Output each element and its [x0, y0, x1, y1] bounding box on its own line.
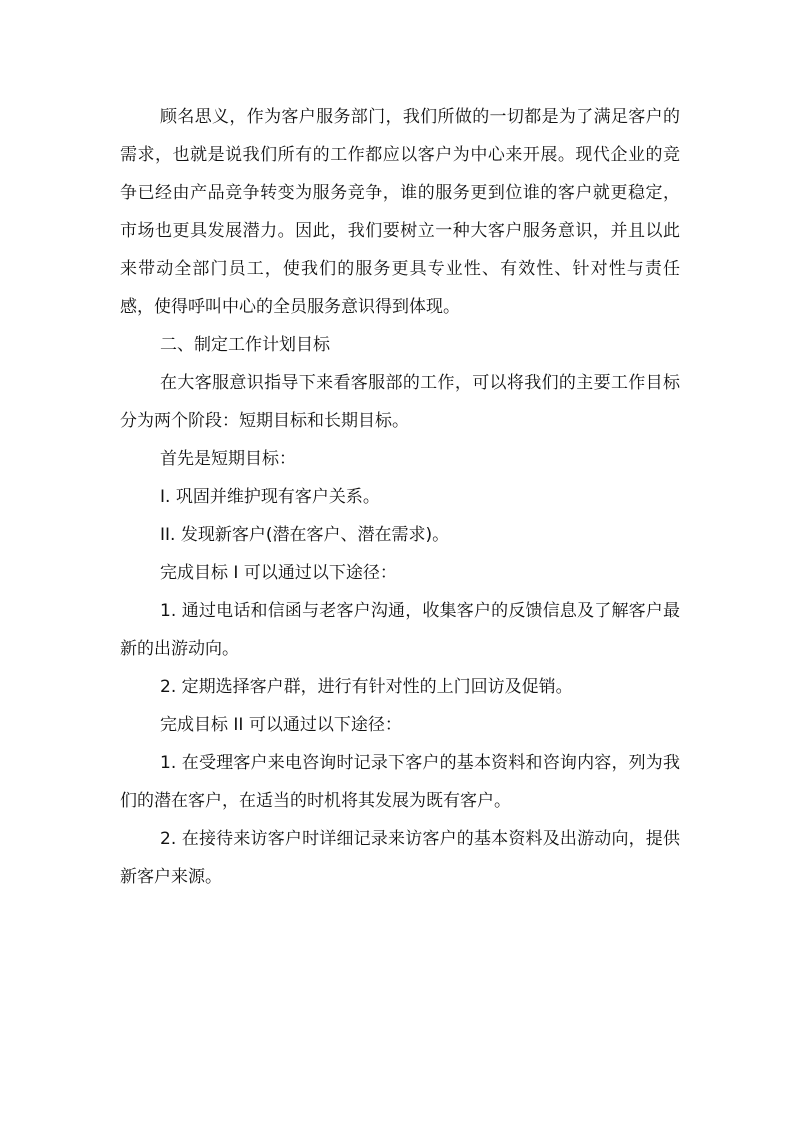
goals-paragraph: 在大客服意识指导下来看客服部的工作，可以将我们的主要工作目标分为两个阶段：短期目标和长期目标。: [120, 373, 680, 431]
goal-item: I. 巩固并维护现有客户关系。: [160, 487, 380, 507]
document-body: [120, 98, 680, 896]
method-item: 1. 通过电话和信函与老客户沟通，收集客户的反馈信息及了解客户最新的出游动向。: [120, 601, 680, 659]
method-label: 完成目标 II 可以通过以下途径：: [160, 715, 402, 735]
goal-item: II. 发现新客户(潜在客户、潜在需求)。: [160, 525, 450, 545]
section-heading: 二、制定工作计划目标: [160, 335, 330, 355]
short-term-label: 首先是短期目标：: [160, 449, 296, 469]
intro-paragraph: 顾名思义，作为客户服务部门，我们所做的一切都是为了满足客户的需求，也就是说我们所有的工作都应以客户为中心来开展。现代企业的竞争已经由产品竞争转变为服务竞争，谁的服务更到位谁的客户就更稳定，市场也更具发展潜力。因此，我们要树立一种大客户服务意识，并且以此来带动全部门员工，使我们的服务更具专业性、有效性、针对性与责任感，使得呼叫中心的全员服务意识得到体现。: [120, 107, 680, 317]
method-item: 2. 在接待来访客户时详细记录来访客户的基本资料及出游动向，提供新客户来源。: [120, 829, 680, 887]
method-item: 1. 在受理客户来电咨询时记录下客户的基本资料和咨询内容，列为我们的潜在客户，在适当的时机将其发展为既有客户。: [120, 753, 680, 811]
method-item: 2. 定期选择客户群，进行有针对性的上门回访及促销。: [160, 677, 573, 697]
method-label: 完成目标 I 可以通过以下途径：: [160, 563, 397, 583]
